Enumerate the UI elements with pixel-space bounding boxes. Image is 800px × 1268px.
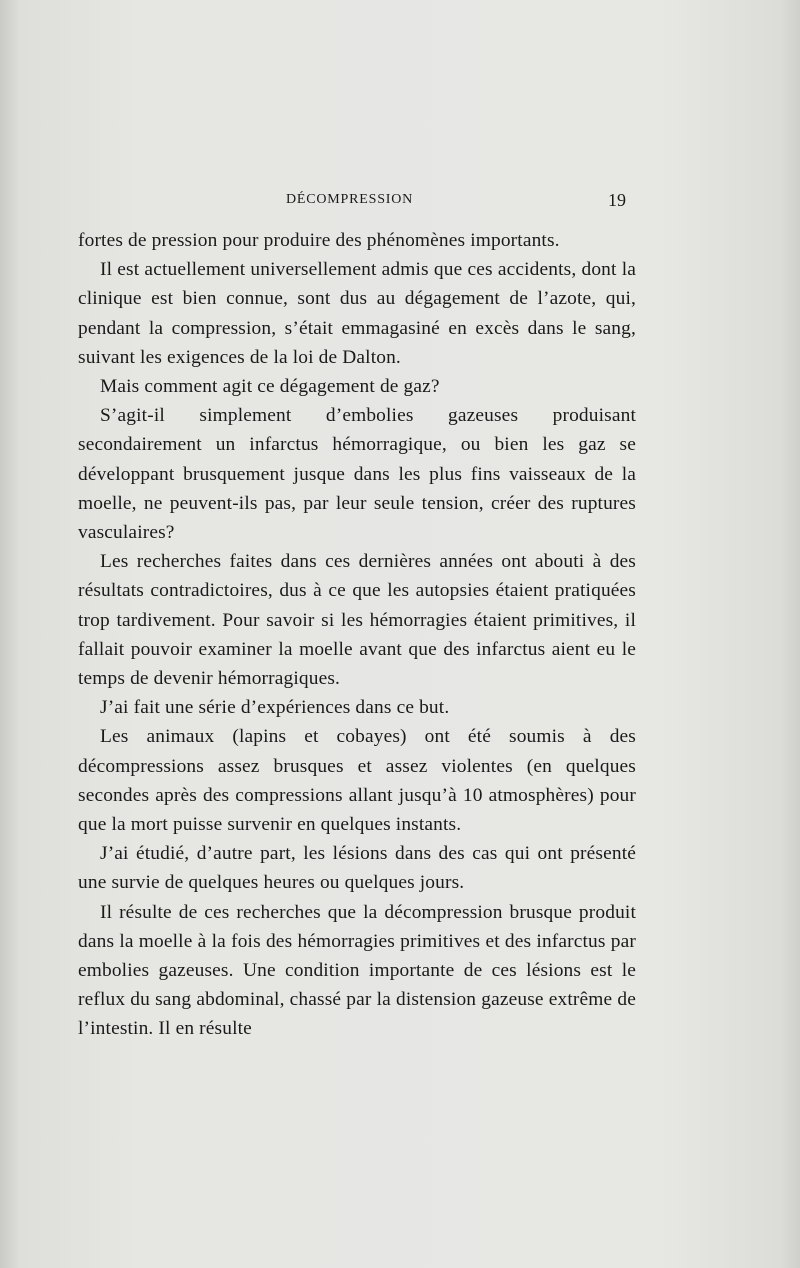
running-head [78, 190, 626, 214]
running-title: DÉCOMPRESSION [286, 192, 414, 207]
paragraph-3: Mais comment agit ce dégagement de gaz? [100, 376, 440, 398]
paragraph-8: J’ai étudié, d’autre part, les lésions dans des cas qui ont présenté une survie de quelques heures ou quelques jours. [78, 843, 636, 894]
body-text [78, 226, 636, 1044]
paragraph-2: Il est actuellement universellement admis que ces accidents, dont la clinique est bien connue, sont dus au dégagement de l’azote, qui, pendant la compression, s’était emmagasiné en excès dans le sang, suivant les exigences de la loi de Dalton. [78, 259, 636, 368]
paragraph-6: J’ai fait une série d’expériences dans ce but. [100, 697, 450, 719]
paragraph-4: S’agit-il simplement d’embolies gazeuses produisant secondairement un infarctus hémorragique, ou bien les gaz se développant brusquement jusque dans les plus fins vaisseaux de la moelle, ne peuvent-ils pas, par leur seule tension, créer des ruptures vasculaires? [78, 405, 636, 544]
paragraph-9: Il résulte de ces recherches que la décompression brusque produit dans la moelle à la fois des hémorragies primitives et des infarctus par embolies gazeuses. Une condition importante de ces lésions est le reflux du sang abdominal, chassé par la distension gazeuse extrême de l’intestin. Il en résulte [78, 901, 636, 1040]
paragraph-5: Les recherches faites dans ces dernières années ont abouti à des résultats contradictoires, dus à ce que les autopsies étaient pratiquées trop tardivement. Pour savoir si les hémorragies étaient primitives, il fallait pouvoir examiner la moelle avant que des infarctus aient eu le temps de devenir hémorragiques. [78, 551, 636, 690]
page-number: 19 [608, 190, 626, 210]
paragraph-7: Les animaux (lapins et cobayes) ont été soumis à des décompressions assez brusques et assez violentes (en quelques secondes après des compressions allant jusqu’à 10 atmosphères) pour que la mort puisse survenir en quelques instants. [78, 726, 636, 836]
paragraph-1: fortes de pression pour produire des phénomènes importants. [78, 230, 560, 251]
